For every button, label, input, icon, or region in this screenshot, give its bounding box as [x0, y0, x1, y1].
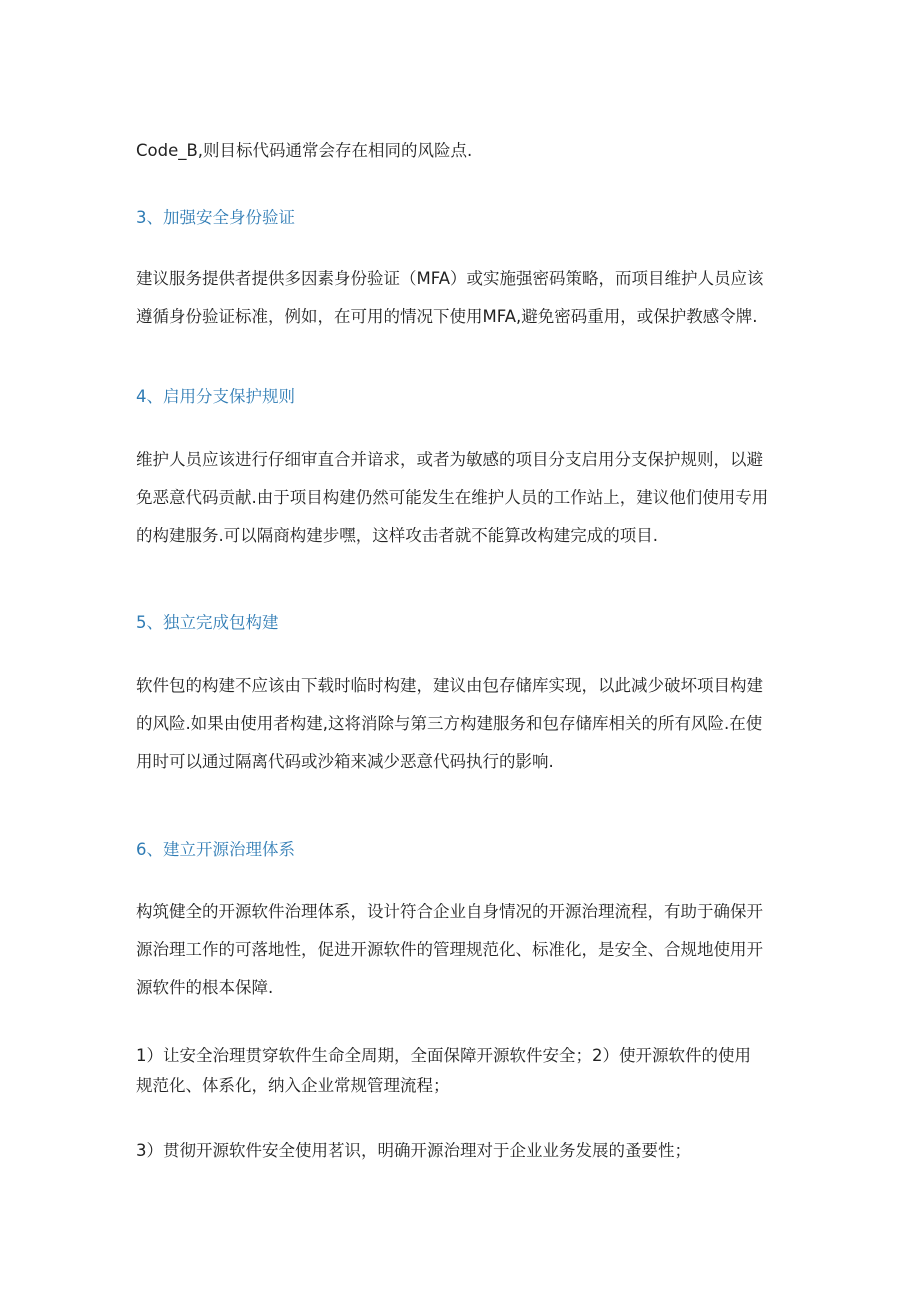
list-block-2	[136, 1136, 796, 1166]
section-3-heading: 3、加强安全身份验证	[136, 208, 295, 227]
section-3-line-2: 遵循身份验证标准，例如，在可用的情况下使用MFA,避免密码重用，或保护教感令牌.	[136, 307, 758, 326]
section-3-body	[136, 260, 796, 336]
section-4-line-1: 维护人员应该进行仔细审直合并谙求，或者为敏感的项目分支启用分支保护规则，以避	[136, 450, 763, 469]
section-6-body	[136, 893, 796, 1007]
section-4-heading: 4、启用分支保护规则	[136, 387, 295, 406]
section-5-line-1: 软件包的构建不应该由下载时临时构建，建议由包存储库实现，以此减少破坏项目构建	[136, 676, 763, 695]
intro-line: Code_B,则目标代码通常会存在相同的风险点.	[136, 141, 473, 160]
list-block-1	[136, 1041, 796, 1101]
section-6-heading: 6、建立开源治理体系	[136, 840, 295, 859]
list-line-3: 3）贯彻开源软件安全使用茗识，明确开源治理对于企业业务发展的蚤要性；	[136, 1141, 691, 1160]
section-5-line-3: 用时可以通过隔离代码或沙箱来减少恶意代码执行的影响.	[136, 752, 554, 771]
section-6-line-3: 源软件的根本保障.	[136, 978, 274, 997]
section-4-body	[136, 441, 796, 555]
section-3-line-1: 建议服务提供者提供多因素身份验证（MFA）或实施强密码策略，而项目维护人员应该	[136, 269, 764, 288]
section-4-line-2: 免恶意代码贡献.由于项目构建仍然可能发生在维护人员的工作站上，建议他们使用专用	[136, 488, 769, 507]
section-6-line-1: 构筑健全的开源软件治理体系，设计符合企业自身情况的开源治理流程，有助于确保开	[136, 902, 763, 921]
section-6-line-2: 源治理工作的可落地性，促进开源软件的管理规范化、标准化，是安全、合规地使用开	[136, 940, 763, 959]
section-5-heading: 5、独立完成包构建	[136, 613, 279, 632]
section-5-line-2: 的风险.如果由使用者构建,这将消除与第三方构建服务和包存储库相关的所有风险.在使	[136, 714, 763, 733]
list-line-1: 1）让安全治理贯穿软件生命全周期，全面保障开源软件安全；2）使开源软件的使用	[136, 1046, 751, 1065]
list-line-2: 规范化、体系化，纳入企业常规管理流程；	[136, 1076, 450, 1095]
section-5-body	[136, 667, 796, 781]
section-4-line-3: 的构建服务.可以隔商构建步嘿，这样攻击者就不能算改构建完成的项目.	[136, 526, 658, 545]
